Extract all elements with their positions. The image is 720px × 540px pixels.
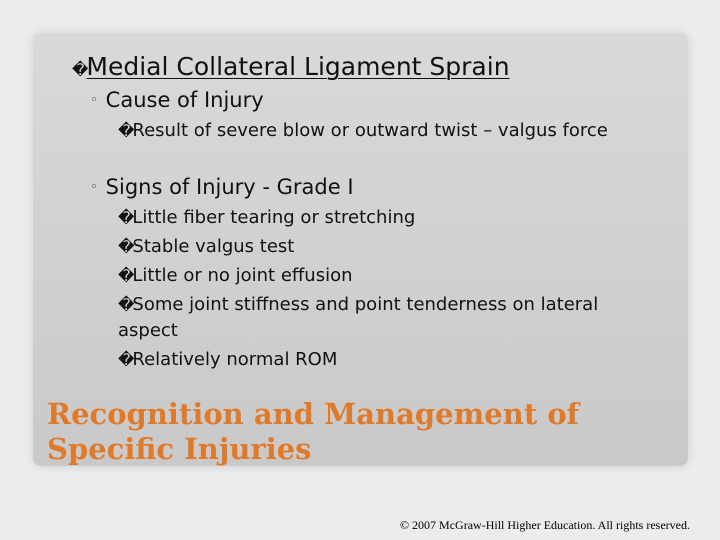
list-item-text: Relatively normal ROM [132, 349, 338, 370]
item-bullet-icon: � [118, 266, 133, 285]
list-item [118, 263, 658, 289]
list-item [118, 292, 638, 344]
section-marker-icon: ◦ [90, 93, 98, 108]
deck-title: Recognition and Management of Specific Injuries [47, 397, 580, 466]
slide-heading: Medial Collateral Ligament Sprain [86, 52, 510, 81]
list-item [118, 347, 658, 373]
list-item-text: Some joint stiffness and point tenderness on lateral aspect [118, 294, 599, 341]
list-item [118, 118, 638, 144]
section-cause-title [90, 88, 264, 112]
item-bullet-icon: � [118, 237, 133, 256]
heading-bullet-icon: � [72, 60, 87, 79]
list-item-text: Little or no joint effusion [132, 265, 353, 286]
section-signs-title [90, 175, 354, 199]
list-item-text: Result of severe blow or outward twist – valgus force [132, 120, 608, 141]
list-item-text: Little fiber tearing or stretching [132, 207, 416, 228]
list-item-text: Stable valgus test [132, 236, 295, 257]
item-bullet-icon: � [118, 208, 133, 227]
section-title: Signs of Injury - Grade I [105, 175, 354, 199]
item-bullet-icon: � [118, 295, 133, 314]
copyright-notice: © 2007 McGraw-Hill Higher Education. All rights reserved. [399, 518, 690, 532]
item-bullet-icon: � [118, 121, 133, 140]
item-bullet-icon: � [118, 350, 133, 369]
slide-heading-line [72, 52, 510, 81]
list-item [118, 205, 658, 231]
list-item [118, 234, 658, 260]
section-marker-icon: ◦ [90, 180, 98, 195]
section-title: Cause of Injury [105, 88, 264, 112]
